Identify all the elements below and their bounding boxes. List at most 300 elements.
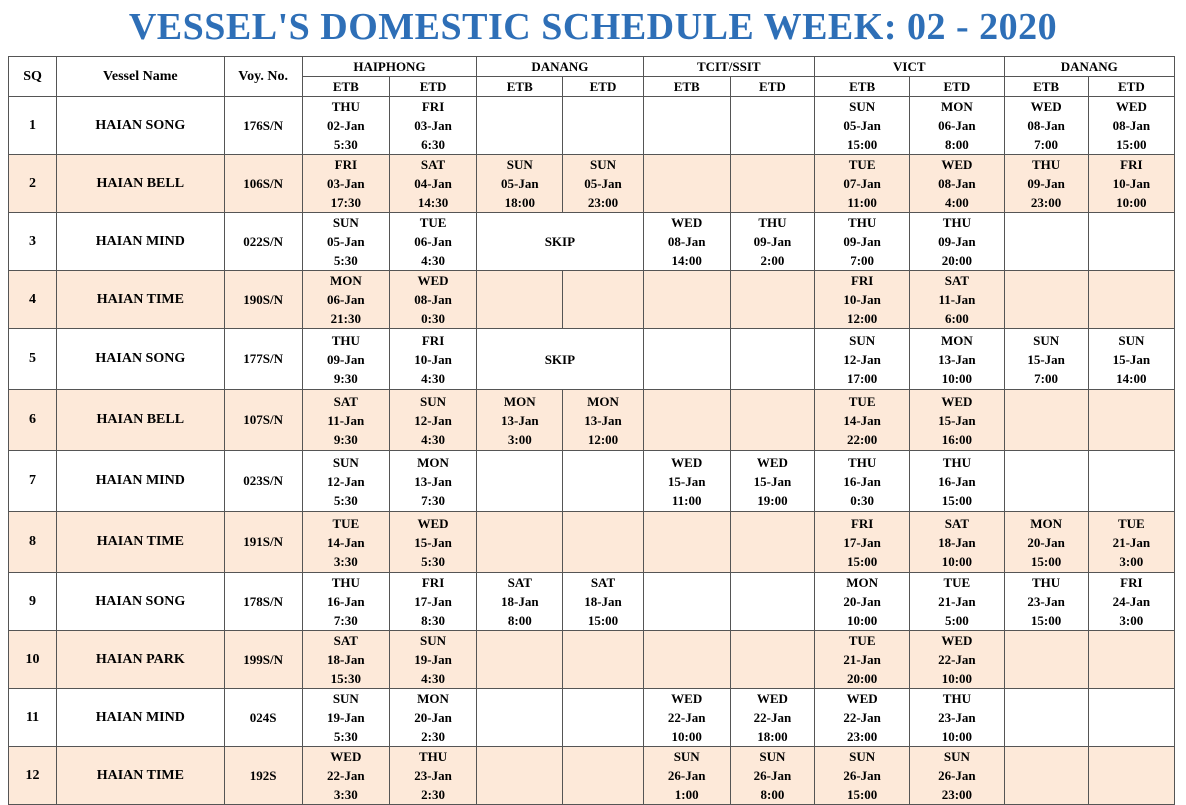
vessel-name: HAIAN MIND: [57, 213, 224, 271]
time-label: 3:30: [333, 553, 358, 569]
day-label: THU: [331, 99, 360, 114]
date-label: 04-Jan: [414, 176, 452, 191]
schedule-cell: [910, 512, 1004, 573]
schedule-cell: [1004, 689, 1088, 747]
day-label: THU: [331, 575, 360, 590]
date-label: 10-Jan: [1112, 176, 1151, 191]
header-sq: SQ: [9, 57, 57, 97]
day-label: SUN: [420, 633, 447, 648]
date-label: 09-Jan: [843, 234, 881, 249]
header-etb: ETB: [1004, 77, 1088, 97]
date-label: 06-Jan: [327, 292, 365, 307]
time-label: 4:00: [944, 195, 969, 210]
schedule-cell: [643, 271, 730, 329]
day-label: FRI: [850, 515, 874, 531]
date-label: 23-Jan: [1027, 594, 1065, 609]
time-label: 3:00: [1119, 613, 1144, 628]
day-label: WED: [941, 633, 973, 648]
time-label: 5:30: [333, 253, 358, 268]
schedule-cell: [1004, 213, 1088, 271]
skip-label: SKIP: [477, 329, 643, 390]
row-sq: 11: [9, 689, 57, 747]
day-label: THU: [848, 215, 877, 230]
day-label: SUN: [849, 332, 876, 348]
date-label: 05-Jan: [584, 176, 622, 191]
voyage-number: 190S/N: [224, 271, 302, 329]
time-label: 10:00: [941, 729, 973, 744]
schedule-cell: [910, 747, 1004, 805]
schedule-cell: [389, 631, 476, 689]
header-etb: ETB: [643, 77, 730, 97]
day-label: THU: [942, 454, 971, 470]
day-label: SUN: [849, 99, 876, 114]
schedule-cell: [389, 689, 476, 747]
date-label: 08-Jan: [1112, 118, 1151, 133]
table-row: [9, 213, 1175, 271]
date-label: 05-Jan: [327, 234, 365, 249]
schedule-cell: [302, 97, 389, 155]
schedule-cell: [643, 631, 730, 689]
time-label: 2:00: [760, 253, 785, 268]
time-label: 20:00: [941, 253, 973, 268]
schedule-cell: [815, 390, 910, 451]
time-label: 15:00: [846, 553, 878, 569]
day-label: SUN: [332, 454, 359, 470]
time-label: 4:30: [421, 370, 445, 386]
schedule-cell: [815, 451, 910, 512]
schedule-cell: [1088, 329, 1174, 390]
date-label: 03-Jan: [327, 176, 365, 191]
voyage-number: 106S/N: [224, 155, 302, 213]
day-label: SUN: [420, 393, 447, 409]
time-label: 11:00: [847, 195, 877, 210]
schedule-cell: [815, 573, 910, 631]
day-label: THU: [848, 454, 877, 470]
day-label: THU: [1032, 575, 1061, 590]
date-label: 17-Jan: [843, 534, 881, 550]
schedule-cell: [730, 390, 814, 451]
day-label: WED: [671, 691, 703, 706]
schedule-cell: [643, 451, 730, 512]
time-label: 23:00: [846, 729, 878, 744]
day-label: FRI: [334, 157, 358, 172]
schedule-cell: [563, 97, 643, 155]
schedule-cell: [910, 451, 1004, 512]
time-label: 0:30: [421, 311, 445, 326]
day-label: THU: [942, 215, 971, 230]
time-label: 10:00: [941, 553, 973, 569]
day-label: SAT: [590, 575, 616, 590]
time-label: 8:00: [507, 613, 532, 628]
voyage-number: 191S/N: [224, 512, 302, 573]
schedule-cell: [389, 451, 476, 512]
schedule-cell: [563, 512, 643, 573]
row-sq: 1: [9, 97, 57, 155]
day-label: WED: [846, 691, 878, 706]
date-label: 26-Jan: [938, 768, 976, 783]
page-title: VESSEL'S DOMESTIC SCHEDULE WEEK: 02 - 2020: [128, 6, 1058, 48]
day-label: FRI: [421, 575, 445, 590]
schedule-cell: [1088, 213, 1174, 271]
date-label: 08-Jan: [1027, 118, 1065, 133]
header-port-haiphong: HAIPHONG: [302, 57, 476, 77]
schedule-cell: [910, 271, 1004, 329]
schedule-cell: [1004, 97, 1088, 155]
schedule-cell: [1004, 747, 1088, 805]
schedule-cell: [730, 512, 814, 573]
time-label: 14:00: [1116, 370, 1147, 386]
time-label: 10:00: [941, 370, 973, 386]
time-label: 15:00: [846, 137, 878, 152]
schedule-cell: [563, 573, 643, 631]
day-label: WED: [1115, 99, 1147, 114]
schedule-cell: [1004, 329, 1088, 390]
day-label: SUN: [1118, 332, 1145, 348]
schedule-cell: [730, 213, 814, 271]
schedule-cell: [563, 390, 643, 451]
date-label: 09-Jan: [753, 234, 792, 249]
time-label: 8:00: [944, 137, 969, 152]
schedule-cell: [643, 329, 730, 390]
day-label: SAT: [944, 273, 970, 288]
day-label: WED: [671, 215, 703, 230]
date-label: 02-Jan: [327, 118, 365, 133]
schedule-cell: [730, 97, 814, 155]
voyage-number: 177S/N: [224, 329, 302, 390]
row-sq: 6: [9, 390, 57, 451]
schedule-cell: [815, 631, 910, 689]
schedule-cell: [389, 97, 476, 155]
day-label: THU: [942, 691, 971, 706]
date-label: 09-Jan: [327, 351, 365, 367]
date-label: 13-Jan: [501, 412, 539, 428]
day-label: FRI: [1120, 157, 1143, 172]
day-label: TUE: [848, 633, 876, 648]
time-label: 15:00: [941, 492, 973, 508]
schedule-cell: [815, 97, 910, 155]
schedule-cell: [1088, 747, 1174, 805]
date-label: 24-Jan: [1112, 594, 1151, 609]
schedule-cell: [477, 97, 563, 155]
date-label: 07-Jan: [843, 176, 881, 191]
time-label: 7:30: [333, 613, 358, 628]
day-label: FRI: [421, 99, 445, 114]
schedule-cell: [815, 213, 910, 271]
date-label: 18-Jan: [327, 652, 365, 667]
day-label: TUE: [1117, 515, 1145, 531]
date-label: 05-Jan: [501, 176, 539, 191]
schedule-cell: [477, 271, 563, 329]
date-label: 05-Jan: [843, 118, 881, 133]
day-label: SAT: [420, 157, 446, 172]
date-label: 11-Jan: [327, 412, 365, 428]
time-label: 17:00: [846, 370, 878, 386]
day-label: SAT: [507, 575, 532, 590]
date-label: 17-Jan: [414, 594, 452, 609]
time-label: 4:30: [421, 431, 445, 447]
schedule-cell: [1088, 390, 1174, 451]
day-label: FRI: [850, 273, 874, 288]
time-label: 3:00: [507, 431, 532, 447]
day-label: SUN: [759, 749, 786, 764]
date-label: 12-Jan: [843, 351, 881, 367]
time-label: 5:30: [333, 729, 358, 744]
date-label: 18-Jan: [938, 534, 976, 550]
vessel-name: HAIAN BELL: [57, 390, 224, 451]
schedule-cell: [910, 689, 1004, 747]
day-label: MON: [940, 332, 973, 348]
schedule-cell: [389, 747, 476, 805]
time-label: 17:30: [330, 195, 361, 210]
schedule-cell: [302, 631, 389, 689]
time-label: 15:30: [330, 671, 361, 686]
vessel-name: HAIAN MIND: [57, 689, 224, 747]
schedule-cell: [389, 512, 476, 573]
day-label: SAT: [333, 633, 358, 648]
time-label: 2:30: [421, 729, 445, 744]
time-label: 23:00: [1030, 195, 1062, 210]
vessel-name: HAIAN SONG: [57, 329, 224, 390]
date-label: 21-Jan: [938, 594, 976, 609]
day-label: MON: [846, 575, 879, 590]
time-label: 10:00: [846, 613, 878, 628]
header-etb: ETB: [302, 77, 389, 97]
table-row: [9, 271, 1175, 329]
schedule-cell: [1088, 689, 1174, 747]
time-label: 4:30: [421, 671, 445, 686]
time-label: 18:00: [504, 195, 535, 210]
time-label: 12:00: [846, 311, 878, 326]
day-label: SUN: [589, 157, 616, 172]
date-label: 22-Jan: [843, 710, 881, 725]
date-label: 15-Jan: [414, 534, 452, 550]
schedule-cell: [815, 512, 910, 573]
time-label: 0:30: [850, 492, 875, 508]
time-label: 9:30: [333, 370, 358, 386]
voyage-number: 176S/N: [224, 97, 302, 155]
row-sq: 9: [9, 573, 57, 631]
time-label: 14:00: [671, 253, 702, 268]
vessel-name: HAIAN MIND: [57, 451, 224, 512]
day-label: WED: [756, 454, 788, 470]
day-label: MON: [587, 393, 619, 409]
table-row: [9, 689, 1175, 747]
day-label: SUN: [506, 157, 533, 172]
date-label: 16-Jan: [938, 473, 976, 489]
schedule-cell: [389, 155, 476, 213]
schedule-cell: [563, 271, 643, 329]
table-row: [9, 631, 1175, 689]
schedule-cell: [1088, 451, 1174, 512]
table-row: [9, 451, 1175, 512]
day-label: SUN: [673, 749, 700, 764]
table-row: [9, 329, 1175, 390]
table-row: [9, 573, 1175, 631]
time-label: 4:30: [421, 253, 445, 268]
header-etb: ETB: [815, 77, 910, 97]
date-label: 15-Jan: [938, 412, 976, 428]
schedule-cell: [1004, 271, 1088, 329]
header-voy-no: Voy. No.: [224, 57, 302, 97]
schedule-cell: [643, 512, 730, 573]
header-etd: ETD: [389, 77, 476, 97]
date-label: 12-Jan: [414, 412, 452, 428]
date-label: 06-Jan: [938, 118, 976, 133]
date-label: 15-Jan: [667, 473, 706, 489]
date-label: 08-Jan: [414, 292, 452, 307]
voyage-number: 107S/N: [224, 390, 302, 451]
schedule-cell: [477, 747, 563, 805]
time-label: 16:00: [941, 431, 973, 447]
schedule-cell: [815, 689, 910, 747]
header-port-danang-2: DANANG: [1004, 57, 1175, 77]
day-label: WED: [941, 157, 973, 172]
time-label: 8:30: [421, 613, 445, 628]
day-label: SAT: [944, 515, 970, 531]
schedule-cell: [389, 573, 476, 631]
vessel-name: HAIAN TIME: [57, 512, 224, 573]
row-sq: 12: [9, 747, 57, 805]
schedule-cell: [1088, 512, 1174, 573]
schedule-cell: [1088, 97, 1174, 155]
table-row: [9, 512, 1175, 573]
time-label: 15:00: [1116, 137, 1147, 152]
time-label: 5:30: [333, 137, 358, 152]
date-label: 26-Jan: [843, 768, 881, 783]
skip-label: SKIP: [477, 213, 643, 271]
schedule-cell: [302, 271, 389, 329]
time-label: 20:00: [846, 671, 878, 686]
table-row: [9, 155, 1175, 213]
date-label: 22-Jan: [327, 768, 365, 783]
schedule-cell: [643, 390, 730, 451]
date-label: 22-Jan: [667, 710, 706, 725]
date-label: 08-Jan: [667, 234, 706, 249]
date-label: 09-Jan: [1027, 176, 1065, 191]
schedule-cell: [302, 213, 389, 271]
day-label: SAT: [333, 393, 358, 409]
schedule-cell: [1088, 573, 1174, 631]
day-label: MON: [417, 454, 449, 470]
time-label: 23:00: [941, 787, 973, 802]
date-label: 10-Jan: [843, 292, 881, 307]
schedule-cell: [643, 97, 730, 155]
schedule-cell: [730, 689, 814, 747]
date-label: 19-Jan: [414, 652, 452, 667]
schedule-cell: [302, 390, 389, 451]
time-label: 2:30: [421, 787, 445, 802]
date-label: 23-Jan: [938, 710, 976, 725]
date-label: 20-Jan: [1027, 534, 1065, 550]
date-label: 26-Jan: [753, 768, 792, 783]
schedule-cell: [1088, 631, 1174, 689]
date-label: 18-Jan: [584, 594, 622, 609]
schedule-cell: [389, 329, 476, 390]
schedule-cell: [302, 747, 389, 805]
schedule-cell: [477, 155, 563, 213]
header-etd: ETD: [910, 77, 1004, 97]
header-vessel-name: Vessel Name: [57, 57, 224, 97]
day-label: TUE: [332, 515, 360, 531]
time-label: 23:00: [587, 195, 619, 210]
day-label: WED: [941, 393, 973, 409]
date-label: 20-Jan: [843, 594, 881, 609]
schedule-cell: [730, 329, 814, 390]
date-label: 06-Jan: [414, 234, 452, 249]
time-label: 19:00: [757, 492, 788, 508]
schedule-cell: [815, 271, 910, 329]
date-label: 20-Jan: [414, 710, 452, 725]
schedule-cell: [563, 451, 643, 512]
day-label: TUE: [419, 215, 447, 230]
time-label: 7:00: [1034, 137, 1059, 152]
schedule-cell: [815, 747, 910, 805]
schedule-cell: [643, 155, 730, 213]
schedule-cell: [302, 512, 389, 573]
date-label: 16-Jan: [327, 594, 365, 609]
schedule-cell: [389, 271, 476, 329]
schedule-cell: [910, 390, 1004, 451]
time-label: 3:00: [1119, 553, 1144, 569]
schedule-cell: [1088, 271, 1174, 329]
time-label: 8:00: [760, 787, 785, 802]
schedule-cell: [477, 689, 563, 747]
time-label: 9:30: [333, 431, 358, 447]
date-label: 15-Jan: [1027, 351, 1065, 367]
header-port-vict: VICT: [815, 57, 1004, 77]
day-label: SUN: [332, 215, 359, 230]
time-label: 12:00: [587, 431, 619, 447]
date-label: 13-Jan: [938, 351, 976, 367]
voyage-number: 199S/N: [224, 631, 302, 689]
day-label: SUN: [332, 691, 359, 706]
schedule-cell: [643, 213, 730, 271]
time-label: 15:00: [587, 613, 619, 628]
day-label: WED: [417, 273, 449, 288]
schedule-cell: [1088, 155, 1174, 213]
row-sq: 8: [9, 512, 57, 573]
day-label: MON: [329, 273, 362, 288]
time-label: 6:30: [421, 137, 445, 152]
day-label: THU: [418, 749, 448, 764]
time-label: 3:30: [333, 787, 358, 802]
schedule-cell: [477, 390, 563, 451]
day-label: FRI: [421, 332, 445, 348]
time-label: 1:00: [674, 787, 699, 802]
date-label: 21-Jan: [843, 652, 881, 667]
date-label: 12-Jan: [327, 473, 365, 489]
voyage-number: 022S/N: [224, 213, 302, 271]
row-sq: 10: [9, 631, 57, 689]
day-label: MON: [503, 393, 536, 409]
schedule-cell: [302, 451, 389, 512]
schedule-cell: [1004, 573, 1088, 631]
day-label: WED: [756, 691, 788, 706]
schedule-cell: [815, 155, 910, 213]
schedule-cell: [730, 573, 814, 631]
table-row: [9, 390, 1175, 451]
day-label: SUN: [943, 749, 970, 764]
header-etd: ETD: [730, 77, 814, 97]
date-label: 19-Jan: [327, 710, 365, 725]
schedule-cell: [302, 155, 389, 213]
date-label: 10-Jan: [414, 351, 452, 367]
date-label: 11-Jan: [938, 292, 976, 307]
schedule-cell: [643, 573, 730, 631]
time-label: 5:30: [421, 553, 445, 569]
schedule-cell: [910, 155, 1004, 213]
time-label: 21:30: [330, 311, 361, 326]
